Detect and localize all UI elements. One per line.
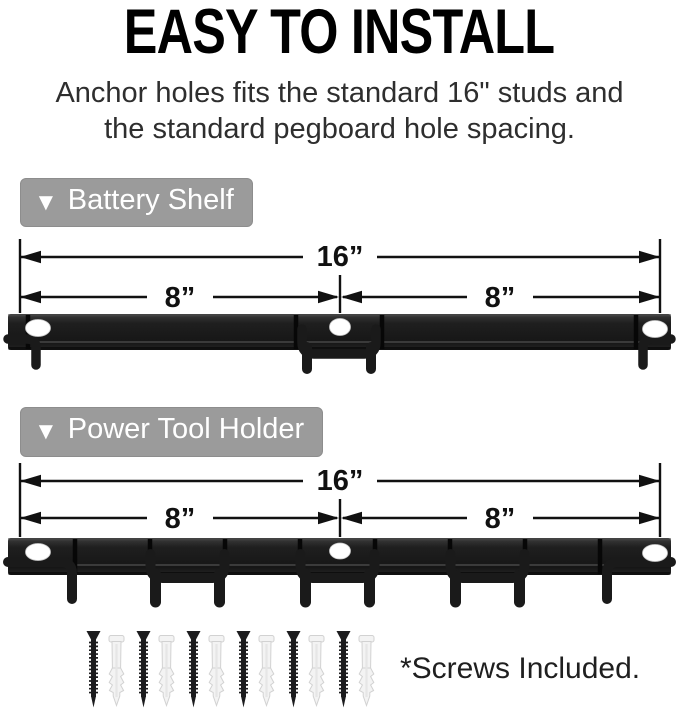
screw-icon <box>136 630 151 708</box>
power-tool-holder-diagram <box>0 461 679 616</box>
triangle-down-icon: ▼ <box>34 188 58 216</box>
left-end-hook <box>8 339 36 365</box>
subtitle-line-2: the standard pegboard hole spacing. <box>104 113 575 145</box>
page-title: EASY TO INSTALL <box>124 0 555 67</box>
screw-icon <box>186 630 201 708</box>
hardware-row <box>86 630 386 708</box>
power-tool-holder-label-text: Power Tool Holder <box>67 413 305 446</box>
dim-label-8in-right: 8” <box>484 502 516 535</box>
hardware-section <box>86 630 679 708</box>
wall-anchor-icon <box>158 635 175 707</box>
wall-anchor-icon <box>358 635 375 707</box>
header <box>0 0 679 67</box>
wall-anchor-icon <box>258 635 275 707</box>
screw-icon <box>286 630 301 708</box>
dim-label-8in-left: 8” <box>164 282 196 315</box>
anchor-hole-center <box>330 319 351 336</box>
battery-shelf-diagram <box>0 235 679 375</box>
anchor-hole-right <box>643 321 668 338</box>
wall-anchor-icon <box>208 635 225 707</box>
screw-icon <box>236 630 251 708</box>
power-tool-holder-rail <box>8 538 671 602</box>
screw-icon <box>336 630 351 708</box>
right-end-hook <box>643 339 671 365</box>
battery-shelf-rail <box>8 314 671 369</box>
dim-label-8in-right: 8” <box>484 282 516 315</box>
dim-label-16in: 16” <box>316 464 364 497</box>
dim-label-16in: 16” <box>316 241 364 274</box>
dim-label-8in-left: 8” <box>164 502 196 535</box>
subtitle <box>0 75 679 147</box>
wall-anchor-icon <box>108 635 125 707</box>
battery-shelf-label <box>20 178 253 227</box>
anchor-hole-left <box>26 543 51 560</box>
screws-note: *Screws Included. <box>400 651 641 685</box>
subtitle-line-1: Anchor holes fits the standard 16" studs and <box>55 77 624 109</box>
battery-shelf-label-text: Battery Shelf <box>67 184 234 216</box>
anchor-hole-center <box>330 543 351 559</box>
anchor-hole-left <box>26 320 51 337</box>
screw-icon <box>86 630 101 708</box>
wall-anchor-icon <box>308 635 325 707</box>
power-tool-holder-label <box>20 407 323 456</box>
triangle-down-icon: ▼ <box>34 418 58 446</box>
anchor-hole-right <box>643 544 668 561</box>
